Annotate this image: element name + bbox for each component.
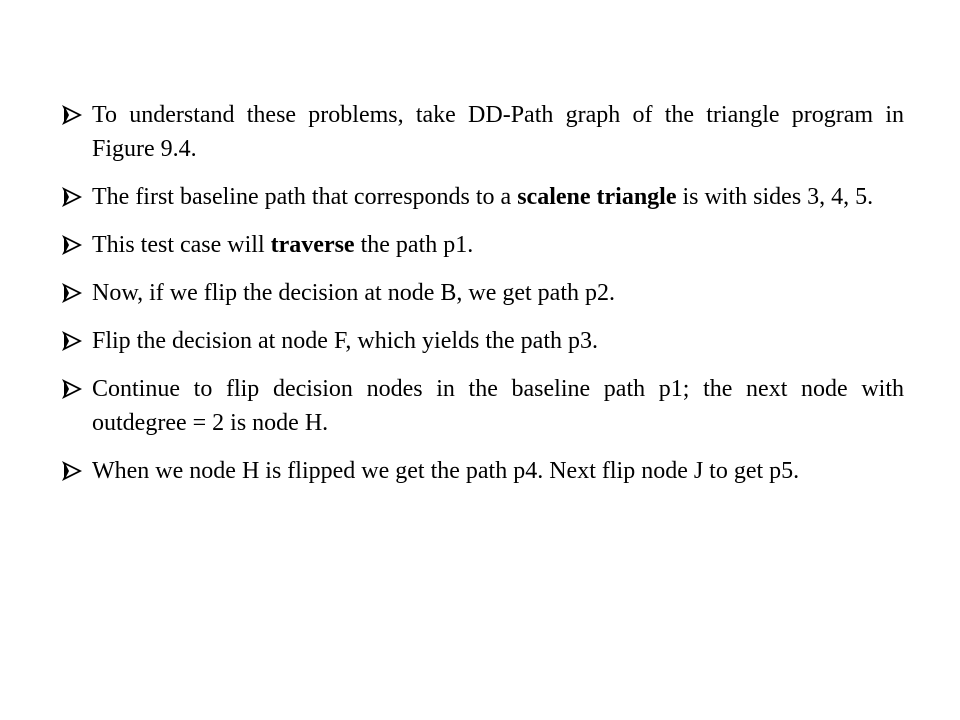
bullet-text: This test case will <box>92 232 271 258</box>
bullet-text: Now, if we flip the decision at node B, we get path p2. <box>92 280 615 306</box>
bullet-text: is with sides 3, 4, 5. <box>676 184 874 210</box>
bullet-item-4 <box>62 276 904 310</box>
bullet-text: Continue to flip decision nodes in the baseline path p1; the next node with outdegree = 2 is node H. <box>92 376 904 436</box>
bullet-emphasis: scalene triangle <box>517 184 677 210</box>
arrowhead-bullet-icon <box>62 331 82 351</box>
bullet-item-6 <box>62 372 904 440</box>
bullet-item-5 <box>62 324 904 358</box>
bullet-emphasis: traverse <box>270 232 355 258</box>
arrowhead-bullet-icon <box>62 105 82 125</box>
bullet-item-3 <box>62 228 904 262</box>
bullet-item-1 <box>62 98 904 166</box>
bullet-text: the path p1. <box>354 232 474 258</box>
bullet-text: To understand these problems, take DD-Path graph of the triangle program in Figure 9.4. <box>92 102 904 162</box>
bullet-text: Flip the decision at node F, which yields the path p3. <box>92 328 599 354</box>
bullet-text: The first baseline path that corresponds to a <box>92 184 518 210</box>
arrowhead-bullet-icon <box>62 379 82 399</box>
arrowhead-bullet-icon <box>62 461 82 481</box>
bullet-item-7 <box>62 454 904 488</box>
arrowhead-bullet-icon <box>62 283 82 303</box>
arrowhead-bullet-icon <box>62 235 82 255</box>
bullet-item-2 <box>62 180 904 214</box>
bullet-list <box>62 98 904 502</box>
bullet-text: When we node H is flipped we get the path p4. Next flip node J to get p5. <box>92 458 800 484</box>
arrowhead-bullet-icon <box>62 187 82 207</box>
